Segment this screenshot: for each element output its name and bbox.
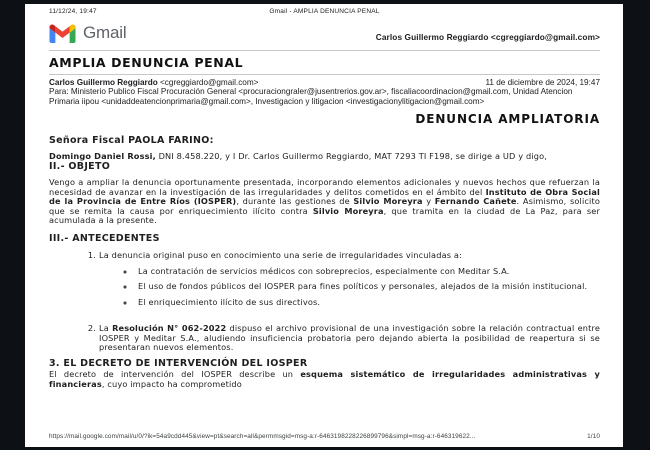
list-marker-1: 1. xyxy=(87,250,96,261)
gmail-wordmark: Gmail xyxy=(83,23,127,42)
antecedente-item-2 xyxy=(49,324,600,353)
intro-text: Domingo Daniel Rossi, DNI 8.458.220, y I Dr. Carlos Guillermo Reggiardo, MAT 7293 TI F198, se dirige a UD y digo, xyxy=(49,151,548,162)
antecedente-item-1 xyxy=(49,251,600,307)
email-from: Carlos Guillermo Reggiardo <cgreggiardo@gmail.com> xyxy=(49,78,259,87)
salutation: Señora Fiscal PAOLA FARINO: xyxy=(49,134,214,146)
print-doc-title: Gmail - AMPLIA DENUNCIA PENAL xyxy=(269,8,380,15)
sub-bullet-2: ◦ El uso de fondos públicos del IOSPER para fines políticos y personales, alejados de la misión institucional. xyxy=(135,282,600,292)
document-headline: DENUNCIA AMPLIATORIA xyxy=(415,112,600,127)
sub-bullet-1: ◦ La contratación de servicios médicos con sobreprecios, especialmente con Meditar S.A. xyxy=(135,267,600,277)
email-body xyxy=(49,112,601,389)
divider-subject xyxy=(49,74,600,75)
antecedentes-list xyxy=(49,251,600,353)
page-indicator: 1/10 xyxy=(587,433,600,440)
list-marker-2: 2. xyxy=(87,323,96,334)
email-recipients: Para: Ministerio Publico Fiscal Procuración General <procuraciongraler@jusentrerios.gov.ar>, fiscaliacoordinacion@gmail.com, Unidad Atencion Primaria iipou <unidaddeatencionprimaria@gmail.com>, Investigacion y litigacion <investigacionylitigacion@gmail.com> xyxy=(49,87,573,106)
print-header xyxy=(49,8,600,15)
email-subject: AMPLIA DENUNCIA PENAL xyxy=(49,55,244,70)
antecedentes-title: III.- ANTECEDENTES xyxy=(49,232,160,244)
footer-url: https://mail.google.com/mail/u/0/?ik=54a9cdd445&view=pt&search=all&permmsgid=msg-a:r-6463198228226899796&simpl=msg-a:r-646319622... xyxy=(49,433,476,440)
intro-paragraph xyxy=(49,152,600,171)
email-date: 11 de diciembre de 2024, 19:47 xyxy=(485,78,600,87)
objeto-title: II.- OBJETO xyxy=(49,160,111,172)
sub-bullet-3: ◦ El enriquecimiento ilícito de sus directivos. xyxy=(135,298,600,308)
irregularidades-sublist xyxy=(99,267,600,308)
account-email: Carlos Guillermo Reggiardo <cgreggiardo@gmail.com> xyxy=(375,32,600,42)
print-datetime: 11/12/24, 19:47 xyxy=(49,8,97,15)
page-content xyxy=(25,21,623,447)
antecedente-2-text: La Resolución N° 062-2022 dispuso el archivo provisional de una investigación sobre la relación contractual entre IOSPER y Meditar S.A., aludiendo insuficiencia probatoria pero dejando abierta la posibilidad de reapertura si se presentaran nuevos elementos. xyxy=(99,323,601,353)
gmail-logo xyxy=(49,23,126,43)
divider-top xyxy=(49,50,600,51)
decreto-paragraph: El decreto de intervención del IOSPER describe un esquema sistemático de irregularidades administrativas y financieras, cuyo impacto ha comprometido xyxy=(49,369,600,389)
print-footer xyxy=(49,433,600,440)
gmail-m-icon xyxy=(49,23,76,43)
objeto-paragraph: Vengo a ampliar la denuncia oportunamente presentada, incorporando elementos adicionales y nuevos hechos que refuerzan la necesidad de avanzar en la investigación de las irregularidades y delitos cometidos en el ámbito del Instituto de Obra Social de la Provincia de Entre Ríos (IOSPER), durante las gestiones de Silvio Moreyra y Fernando Cañete. Asimismo, solicito que se remita la causa por enriquecimiento ilícito contra Silvio Moreyra, que tramita en la ciudad de La Paz, para ser acumulada a la presente. xyxy=(49,177,600,226)
antecedente-1-text: La denuncia original puso en conocimiento una serie de irregularidades vinculadas a: xyxy=(99,250,462,261)
gmail-header-row xyxy=(49,21,600,45)
decreto-title: 3. EL DECRETO DE INTERVENCIÓN DEL IOSPER xyxy=(49,357,308,369)
email-meta xyxy=(49,78,600,106)
printed-page xyxy=(25,4,623,447)
